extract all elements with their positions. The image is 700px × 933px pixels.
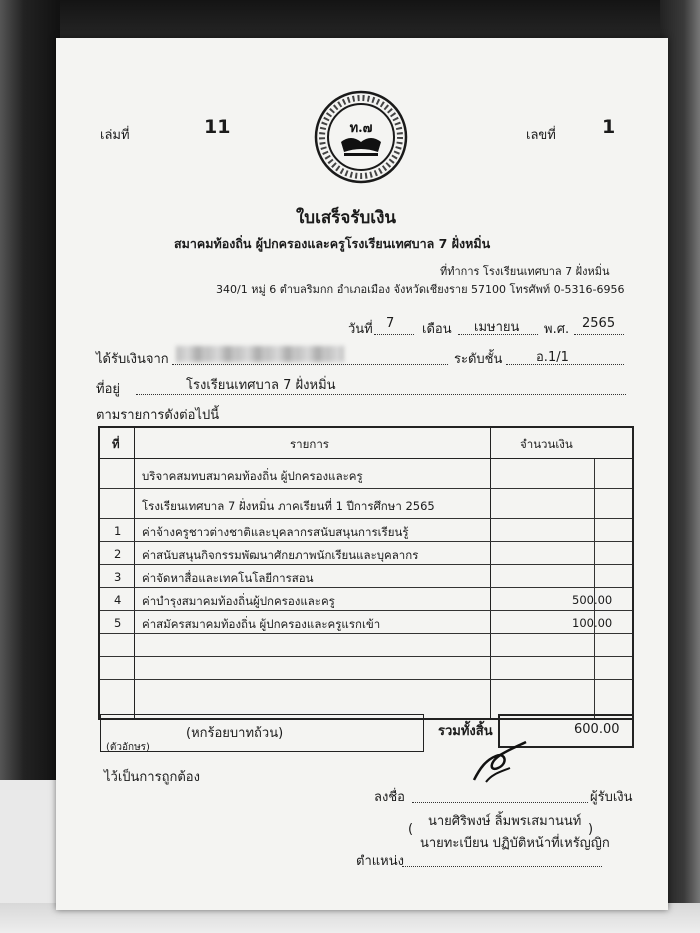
col-amount-header: จำนวนเงิน	[520, 437, 573, 451]
redacted-payer-name	[176, 346, 344, 362]
table-row: ค่าจ้างครูชาวต่างชาติและบุคลากรสนับสนุนการเรียนรู้	[142, 525, 409, 539]
receiver-label: ผู้รับเงิน	[590, 790, 633, 805]
table-row: ค่าจัดหาสื่อและเทคโนโลยีการสอน	[142, 571, 314, 585]
paren-open: (	[408, 822, 414, 837]
signature-icon	[466, 738, 536, 788]
sign-label: ลงชื่อ	[374, 790, 405, 805]
date-month: เมษายน	[474, 320, 520, 335]
validation-note: ไว้เป็นการถูกต้อง	[104, 770, 200, 785]
photocopy-border-left	[0, 0, 60, 780]
row-no: 5	[114, 616, 122, 630]
row-amount: 500.00	[572, 593, 613, 607]
svg-text:ท.๗: ท.๗	[349, 121, 373, 136]
list-intro: ตามรายการดังต่อไปนี้	[96, 408, 220, 423]
organization-name: สมาคมท้องถิ่น ผู้ปกครองและครูโรงเรียนเทศบาล 7 ฝั่งหมิ่น	[174, 236, 491, 251]
date-year: 2565	[582, 316, 616, 331]
col-no-header: ที่	[112, 437, 120, 451]
address-line: 340/1 หมู่ 6 ตำบลริมกก อำเภอเมือง จังหวัดเชียงราย 57100 โทรศัพท์ 0-5316-6956	[216, 283, 625, 296]
row-amount: 100.00	[572, 616, 613, 630]
date-month-label: เดือน	[422, 322, 452, 337]
office-line: ที่ทำการ โรงเรียนเทศบาล 7 ฝั่งหมิ่น	[440, 265, 610, 278]
receipt-number: 1	[602, 116, 616, 138]
date-year-label: พ.ศ.	[544, 322, 570, 337]
receipt-paper	[56, 38, 668, 910]
col-item-header: รายการ	[290, 437, 329, 451]
table-row: โรงเรียนเทศบาล 7 ฝั่งหมิ่น ภาคเรียนที่ 1 ปีการศึกษา 2565	[142, 499, 435, 513]
total-label: รวมทั้งสิ้น	[438, 724, 493, 739]
received-from-label: ได้รับเงินจาก	[96, 352, 169, 367]
grade-label: ระดับชั้น	[454, 352, 503, 367]
signer-title: นายทะเบียน ปฏิบัติหน้าที่เหรัญญิก	[420, 836, 610, 851]
number-label: เลขที่	[526, 128, 556, 143]
address-label: ที่อยู่	[96, 382, 120, 397]
book-number: 11	[204, 116, 231, 138]
row-no: 4	[114, 593, 122, 607]
row-no: 3	[114, 570, 122, 584]
row-no: 1	[114, 524, 122, 538]
table-row: ค่าสนับสนุนกิจกรรมพัฒนาศักยภาพนักเรียนและบุคลากร	[142, 548, 419, 562]
association-seal-icon	[314, 90, 408, 184]
payer-address: โรงเรียนเทศบาล 7 ฝั่งหมิ่น	[186, 378, 336, 393]
signer-name: นายศิริพงษ์ ลิ้มพรเสมานนท์	[428, 814, 582, 829]
row-no: 2	[114, 547, 122, 561]
book-label: เล่มที่	[100, 128, 130, 143]
document-title: ใบเสร็จรับเงิน	[296, 208, 397, 228]
date-day-label: วันที่	[348, 322, 373, 337]
position-label: ตำแหน่ง	[356, 854, 404, 869]
amount-in-words: (หกร้อยบาทถ้วน)	[186, 726, 284, 741]
table-row: ค่าสมัครสมาคมท้องถิ่น ผู้ปกครองและครูแรกเข้า	[142, 617, 381, 631]
paren-close: )	[588, 822, 594, 837]
grade-value: อ.1/1	[536, 350, 569, 365]
items-table	[98, 426, 634, 720]
table-row: ค่าบำรุงสมาคมท้องถิ่นผู้ปกครองและครู	[142, 594, 335, 608]
words-label: (ตัวอักษร)	[106, 742, 150, 753]
table-row: บริจาคสมทบสมาคมท้องถิ่น ผู้ปกครองและครู	[142, 469, 363, 483]
total-amount: 600.00	[574, 722, 620, 737]
date-day: 7	[386, 316, 395, 331]
